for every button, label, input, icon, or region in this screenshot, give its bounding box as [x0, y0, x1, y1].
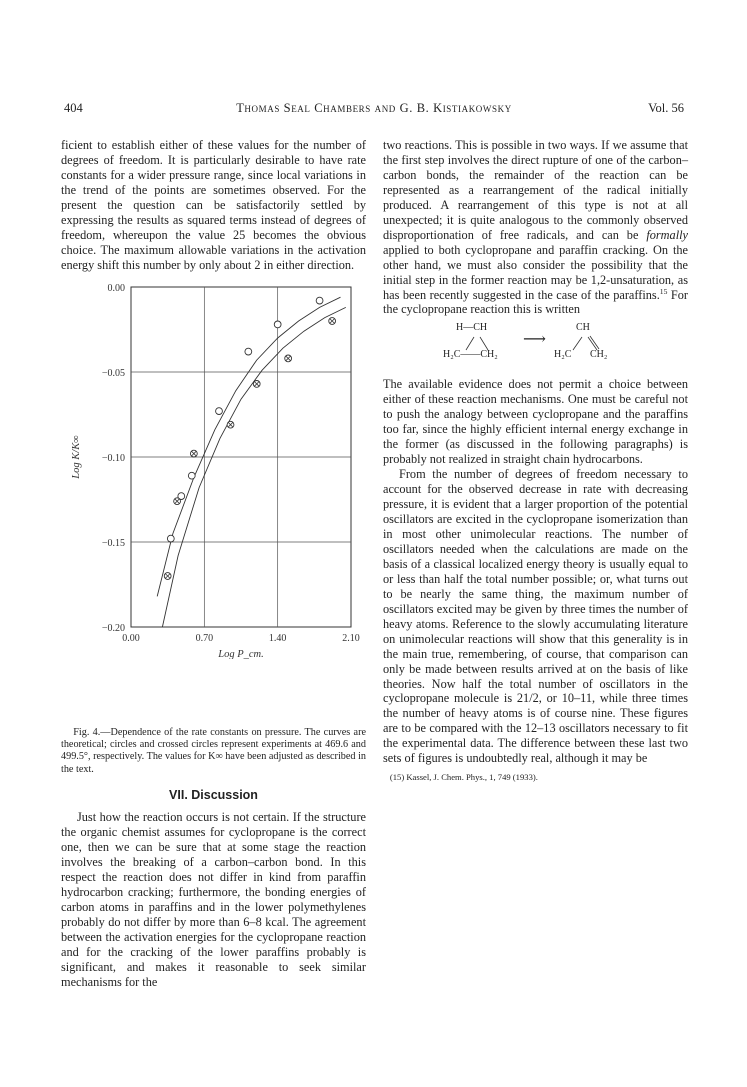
reactant-bottom: H₂C——CH₂	[443, 349, 498, 361]
y-tick-label: −0.20	[101, 622, 125, 634]
product-right: CH₂	[590, 349, 608, 361]
running-header	[64, 101, 684, 117]
x-tick-label: 1.40	[268, 632, 287, 644]
product-left: H₂C	[554, 349, 572, 361]
figure-4	[61, 279, 366, 727]
theoretical-curve-2	[162, 307, 345, 627]
rate-constant-chart	[61, 279, 366, 659]
right-paragraph-2: The available evidence does not permit a choice between either of these reaction mechanisms. One must be careful not to push the analogy between cyclopropane and the paraffins too far, since the highly efficient internal energy exchange in the former (as discussed in the following paragraphs) is probably not realized in straight chain hydrocarbons.	[383, 377, 688, 467]
open-circle-point	[316, 297, 323, 304]
left-column	[61, 138, 366, 990]
figure-caption: Fig. 4.—Dependence of the rate constants on pressure. The curves are theoretical; circles and crossed circles represent experiments at 469.6 and 499.5°, respectively. The values for K∞ have been adjusted as described in the text.	[61, 726, 366, 775]
right-column	[383, 138, 688, 783]
reactant-top: H—CH	[456, 322, 488, 334]
section-heading: VII. Discussion	[169, 788, 258, 803]
right-paragraph-1	[383, 138, 688, 317]
volume-label: Vol. 56	[648, 101, 684, 115]
theoretical-curve-1	[157, 297, 340, 596]
y-tick-label: −0.10	[101, 452, 125, 464]
open-circle-point	[167, 535, 174, 542]
footnote: (15) Kassel, J. Chem. Phys., 1, 749 (1933).	[389, 772, 538, 783]
x-axis-label: Log P_cm.	[218, 648, 264, 659]
open-circle-point	[274, 321, 281, 328]
y-tick-label: 0.00	[107, 282, 125, 294]
running-title: Thomas Seal Chambers and G. B. Kistiakowsky	[236, 101, 512, 115]
right-paragraph-3: From the number of degrees of freedom necessary to account for the observed decrease in rate with decreasing pressure, it is evident that a larger proportion of the potential oscillators are excited in the cyclopropane isomerization than in most other unimolecular reactions. The number of oscillators needed when the calculations are made on the basis of a classical localized energy theory is usually equal to or less than half the total number possible; or, what turns out to be nearly the same thing, the maximum number of oscillators excited may be given by three times the number of heavy atoms. Reference to the slowly accumulating literature on unimolecular reactions will show that this generality is in the main true, remembering, of course, that comparison can only be made between results arrived at on the basis of like theories. Now half the total number of oscillators in the cyclopropane molecule is 21/2, or 10–11, while three times the number of heavy atoms is of course nine. These figures are to be compared with the 12–13 oscillators necessary to fit the experimental data. The difference between these last two sets of figures is undoubtedly real, although it may be	[383, 467, 688, 766]
reaction-equation	[383, 323, 688, 367]
open-circle-point	[188, 472, 195, 479]
left-paragraph-1: ficient to establish either of these values for the number of degrees of freedom. It is particularly desirable to have rate constants for a wider pressure range, since local variations in the trend of the points are sometimes observed. For the present the question can be satisfactorily settled by expressing the results as squared terms instead of degrees of freedom, whereupon the value 25 becomes the obvious choice. The maximum allowable variations in the activation energy shift this number by only about 2 in either direction.	[61, 138, 366, 272]
reaction-arrow: ⟶	[523, 331, 546, 349]
x-tick-label: 0.70	[195, 632, 214, 644]
product-top: CH	[576, 322, 590, 334]
y-axis-label: Log K/K∞	[71, 434, 82, 479]
reference-marker: 15	[659, 286, 668, 296]
right-paragraph-1-text-c: For the cyclopropane reaction this is written	[383, 287, 688, 317]
open-circle-point	[245, 348, 252, 355]
open-circle-point	[216, 407, 223, 414]
page-number: 404	[64, 101, 83, 115]
left-paragraph-2: Just how the reaction occurs is not certain. If the structure the organic chemist assumes for cyclopropane is the correct one, then we can be sure that at some stage the reaction involves the breaking of a carbon–carbon bond. In this respect the reaction does not differ in kind from paraffin hydrocarbon cracking; furthermore, the bonding energies of carbon atoms in paraffins and in the lower polymethylenes probably do not differ by more than 6–8 kcal. The agreement between the activation energies for the cyclopropane reaction and for the cracking of the lower paraffins probably is significant, and makes it reasonable to seek similar mechanisms for the	[61, 810, 366, 989]
y-tick-label: −0.15	[101, 537, 125, 549]
x-tick-label: 0.00	[122, 632, 140, 644]
x-tick-label: 2.10	[342, 632, 360, 644]
right-paragraph-1-text-b: applied to both cyclopropane and paraffin cracking. On the other hand, we must also consider the possibility that the initial step in the former reaction may be 1,2-unsaturation, as has been recently suggested in the case of the paraffins.	[383, 242, 688, 302]
emphasis-formally: formally	[646, 227, 688, 242]
right-paragraph-1-text-a: two reactions. This is possible in two ways. If we assume that the first step involves the direct rupture of one of the carbon–carbon bonds, the remainder of the reaction can be represented as a rearrangement of the radical initially produced. A rearrangement of this type is not at all unexpected; it is quite analogous to the commonly observed disproportionation of free radicals, and can be	[383, 138, 688, 242]
y-tick-label: −0.05	[101, 367, 125, 379]
